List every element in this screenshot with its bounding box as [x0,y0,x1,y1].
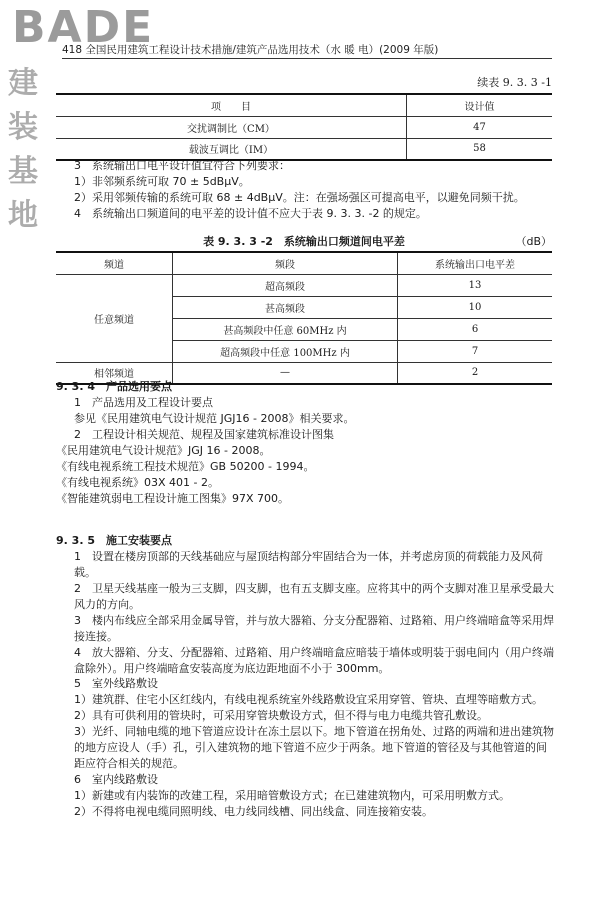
table-cell: 超高频段 [173,274,398,296]
header-cell: 频道 [56,252,173,274]
table-cell: 10 [398,296,553,318]
header-cell: 频段 [173,252,398,274]
paragraph: 2）不得将电视电缆同照明线、电力线同线槽、同出线盒、同连接箱安装。 [74,804,433,818]
requirements-block [56,158,556,222]
table-cell: 47 [407,116,553,138]
logo-latin-text: BADE [12,2,155,53]
running-header: 418 全国民用建筑工程设计技术措施/建筑产品选用技术（水 暖 电）(2009 年版) [62,44,439,56]
table-cell: 6 [398,318,553,340]
section-9-3-4 [56,379,556,507]
paragraph: 2 工程设计相关规范、规程及国家建筑标准设计图集 [74,427,334,441]
section-heading: 9. 3. 5 施工安装要点 [56,534,172,547]
continued-table-label: 续表 9. 3. 3 -1 [477,76,552,89]
table-row [56,138,552,160]
table-caption-title: 表 9. 3. 3 -2 系统输出口频道间电平差 [203,235,405,248]
header-rule [62,58,552,59]
paragraph: 3 楼内布线应全部采用金属导管，并与放大器箱、分支分配器箱、过路箱、用户终端暗盒等采用焊接连接。 [74,613,554,643]
table-cell: 甚高频段中任意 60MHz 内 [173,318,398,340]
table-cell: 超高频段中任意 100MHz 内 [173,340,398,362]
table-cell: 交扰调制比（CM） [56,116,407,138]
paragraph: 5 室外线路敷设 [74,677,158,691]
table-caption [56,233,552,249]
paragraph: 4 系统输出口频道间的电平差的设计值不应大于表 9. 3. 3. -2 的规定。 [74,206,427,220]
paragraph: 参见《民用建筑电气设计规范 JGJ16 - 2008》相关要求。 [74,411,355,425]
table-cell: 13 [398,274,553,296]
paragraph: 3 系统输出口电平设计值宜符合下列要求： [74,159,290,172]
table-9-3-3-1-continued [56,93,552,161]
table-9-3-3-2 [56,251,552,385]
paragraph: 2 卫星天线基座一般为三支脚，四支脚，也有五支脚支座。应将其中的两个支脚对准卫星承受最大风力的方向。 [74,581,554,611]
table-cell: 甚高频段 [173,296,398,318]
paragraph: 2）具有可供利用的管块时，可采用穿管块敷设方式，但不得与电力电缆共管孔敷设。 [74,709,488,723]
paragraph: 《智能建筑弱电工程设计施工图集》97X 700。 [56,491,290,505]
paragraph: 1）非邻频系统可取 70 ± 5dBμV。 [74,174,250,188]
table-header-row [56,252,552,274]
table-cell: 2 [398,362,553,384]
header-cell: 项 目 [56,94,407,116]
section-9-3-5 [56,533,556,820]
paragraph: 1 产品选用及工程设计要点 [74,395,213,409]
table-cell: 58 [407,138,553,160]
logo-chinese-text: 建装基地 [8,66,46,233]
table-cell: — [173,362,398,384]
paragraph: 3）光纤、同轴电缆的地下管道应设计在冻土层以下。地下管道在拐角处、过路的两端和进出建筑物的地方应设人（手）孔，引入建筑物的地下管道不应少于两条。地下管道的管径及与其他管道的间距应符合相关的规范。 [74,725,554,771]
table-cell: 相邻频道 [56,362,173,384]
table-header-row [56,94,552,116]
section-heading: 9. 3. 4 产品选用要点 [56,380,172,393]
paragraph: 《有线电视系统》03X 401 - 2。 [56,475,219,489]
paragraph: 1）新建或有内装饰的改建工程，采用暗管敷设方式；在已建建筑物内，可采用明敷方式。 [74,789,510,802]
paragraph: 1）建筑群、住宅小区红线内，有线电视系统室外线路敷设宜采用穿管、管块、直埋等暗敷方式。 [74,693,543,707]
table-cell: 任意频道 [56,274,173,362]
paragraph: 2）采用邻频传输的系统可取 68 ± 4dBμV。注：在强场强区可提高电平，以避免同频干扰。 [74,190,525,204]
paragraph: 4 放大器箱、分支、分配器箱、过路箱、用户终端暗盒应暗装于墙体或明装于弱电间内（用户终端盒除外）。用户终端暗盒安装高度为底边距地面不小于 300mm。 [74,645,554,675]
paragraph: 1 设置在楼房顶部的天线基础应与屋顶结构部分牢固结合为一体，并考虑房顶的荷载能力及风荷载。 [74,549,543,579]
table-row [56,116,552,138]
paragraph: 《有线电视系统工程技术规范》GB 50200 - 1994。 [56,459,315,473]
paragraph: 6 室内线路敷设 [74,773,158,787]
paragraph: 《民用建筑电气设计规范》JGJ 16 - 2008。 [56,443,271,457]
table-row [56,274,552,296]
header-cell: 设计值 [407,94,553,116]
table-cell: 载波互调比（IM） [56,138,407,160]
table-unit: （dB） [515,235,552,248]
header-cell: 系统输出口电平差 [398,252,553,274]
table-cell: 7 [398,340,553,362]
